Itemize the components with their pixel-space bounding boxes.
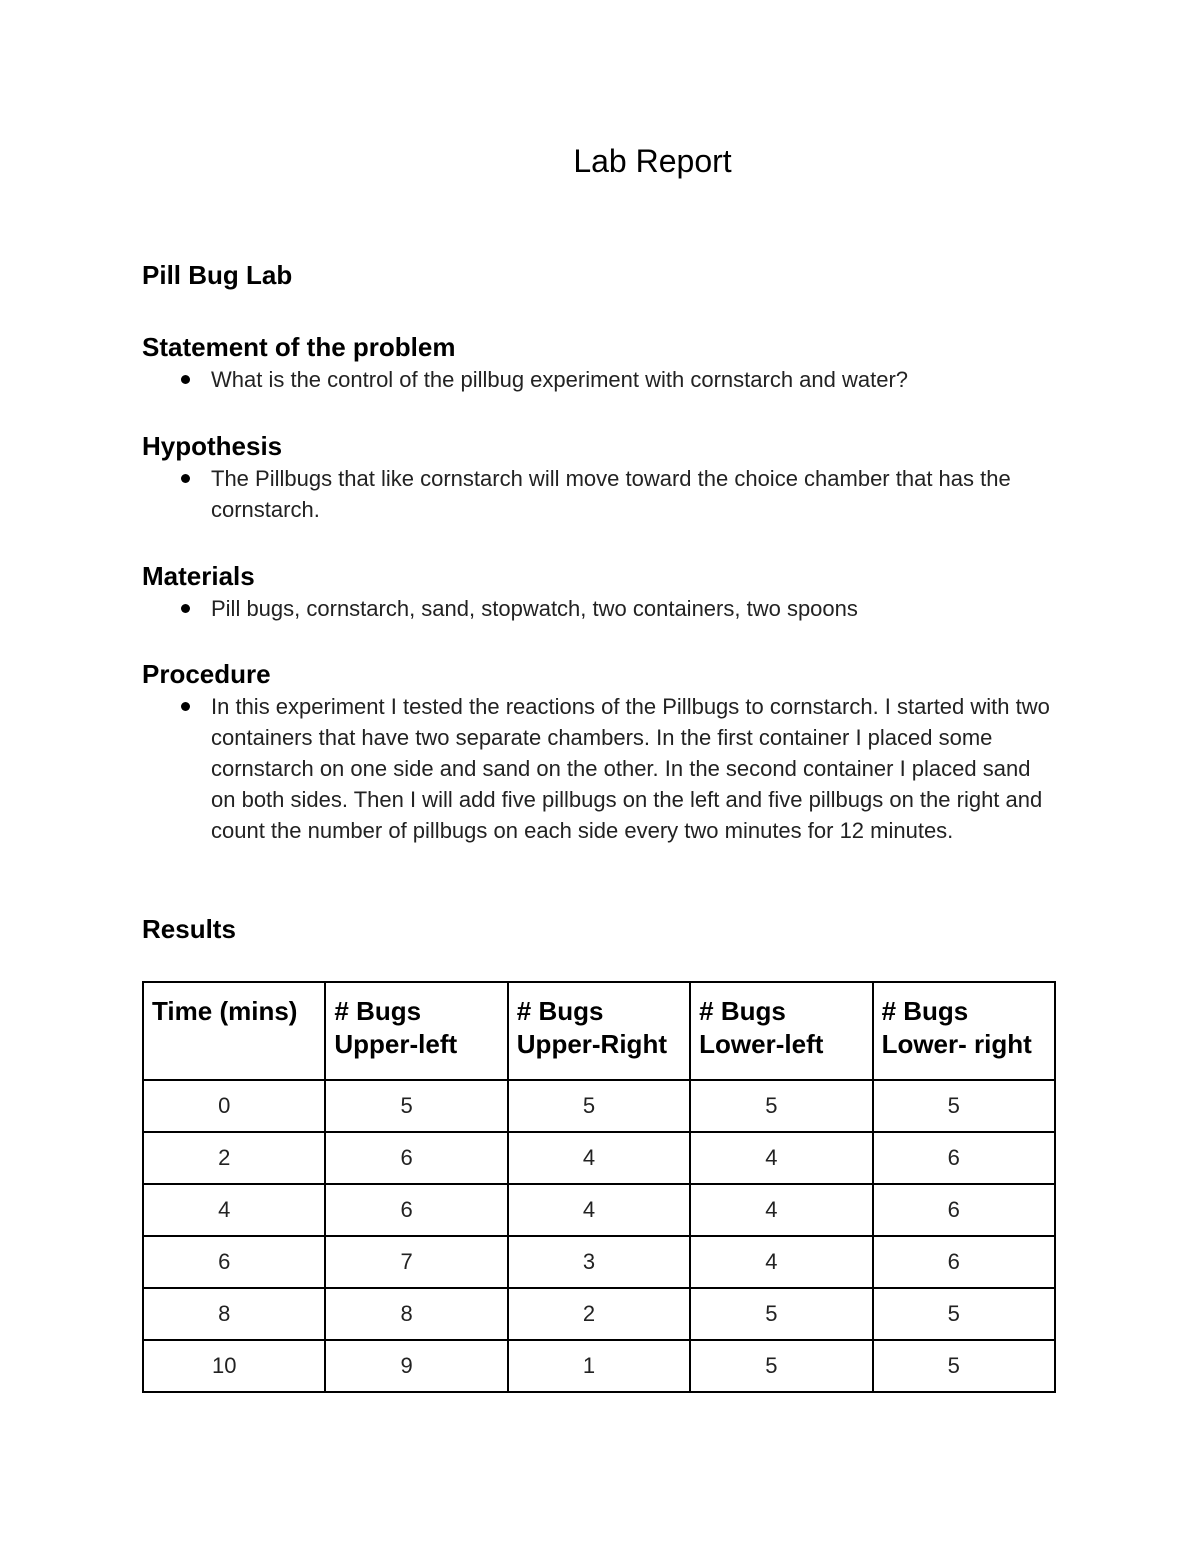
column-header-upper-left: # Bugs Upper-left xyxy=(325,982,507,1080)
bullet-list xyxy=(142,593,1057,624)
table-cell: 6 xyxy=(873,1132,1055,1184)
column-header-lower-left: # Bugs Lower-left xyxy=(690,982,872,1080)
table-cell: 4 xyxy=(508,1132,690,1184)
bullet-item: In this experiment I tested the reactions of the Pillbugs to cornstarch. I started with two containers that have two separate chambers. In the first container I placed some cornstarch on one side and sand on the other. In the second container I placed sand on both sides. Then I will add five pillbugs on the left and five pillbugs on the right and count the number of pillbugs on each side every two minutes for 12 minutes. xyxy=(142,691,1057,846)
results-table xyxy=(142,981,1056,1393)
section-heading: Statement of the problem xyxy=(142,332,456,362)
table-cell: 4 xyxy=(508,1184,690,1236)
table-row xyxy=(143,1080,1055,1132)
table-cell: 6 xyxy=(143,1236,325,1288)
table-cell: 6 xyxy=(873,1236,1055,1288)
table-cell: 5 xyxy=(690,1080,872,1132)
section-procedure xyxy=(142,657,1057,846)
table-cell: 0 xyxy=(143,1080,325,1132)
section-heading: Materials xyxy=(142,561,255,591)
table-cell: 5 xyxy=(873,1288,1055,1340)
table-cell: 5 xyxy=(508,1080,690,1132)
table-cell: 5 xyxy=(325,1080,507,1132)
table-cell: 1 xyxy=(508,1340,690,1392)
table-cell: 10 xyxy=(143,1340,325,1392)
table-cell: 2 xyxy=(508,1288,690,1340)
table-cell: 6 xyxy=(873,1184,1055,1236)
lab-subtitle: Pill Bug Lab xyxy=(142,260,293,290)
table-cell: 4 xyxy=(690,1184,872,1236)
bullet-list xyxy=(142,691,1057,846)
table-row xyxy=(143,1236,1055,1288)
table-cell: 4 xyxy=(690,1236,872,1288)
section-hypothesis xyxy=(142,429,1057,525)
table-cell: 6 xyxy=(325,1184,507,1236)
table-cell: 8 xyxy=(325,1288,507,1340)
bullet-item: The Pillbugs that like cornstarch will move toward the choice chamber that has the cornstarch. xyxy=(142,463,1057,525)
table-row xyxy=(143,1132,1055,1184)
table-cell: 2 xyxy=(143,1132,325,1184)
table-row xyxy=(143,1184,1055,1236)
table-row xyxy=(143,1288,1055,1340)
section-materials xyxy=(142,559,1057,624)
table-cell: 8 xyxy=(143,1288,325,1340)
table-cell: 7 xyxy=(325,1236,507,1288)
table-cell: 4 xyxy=(143,1184,325,1236)
bullet-list xyxy=(142,364,1057,395)
section-heading: Procedure xyxy=(142,659,271,689)
section-results xyxy=(142,912,1057,946)
table-cell: 4 xyxy=(690,1132,872,1184)
table-header-row xyxy=(143,982,1055,1080)
column-header-lower-right: # Bugs Lower- right xyxy=(873,982,1055,1080)
table-cell: 5 xyxy=(873,1080,1055,1132)
document-title: Lab Report xyxy=(573,143,732,179)
section-heading: Results xyxy=(142,914,236,944)
section-problem xyxy=(142,330,1057,395)
table-cell: 9 xyxy=(325,1340,507,1392)
table-cell: 5 xyxy=(690,1288,872,1340)
table-cell: 5 xyxy=(690,1340,872,1392)
column-header-upper-right: # Bugs Upper-Right xyxy=(508,982,690,1080)
column-header-time: Time (mins) xyxy=(143,982,325,1080)
bullet-list xyxy=(142,463,1057,525)
bullet-item: Pill bugs, cornstarch, sand, stopwatch, two containers, two spoons xyxy=(142,593,1057,624)
section-heading: Hypothesis xyxy=(142,431,283,461)
table-row xyxy=(143,1340,1055,1392)
bullet-item: What is the control of the pillbug experiment with cornstarch and water? xyxy=(142,364,1057,395)
table-cell: 3 xyxy=(508,1236,690,1288)
table-cell: 6 xyxy=(325,1132,507,1184)
table-cell: 5 xyxy=(873,1340,1055,1392)
